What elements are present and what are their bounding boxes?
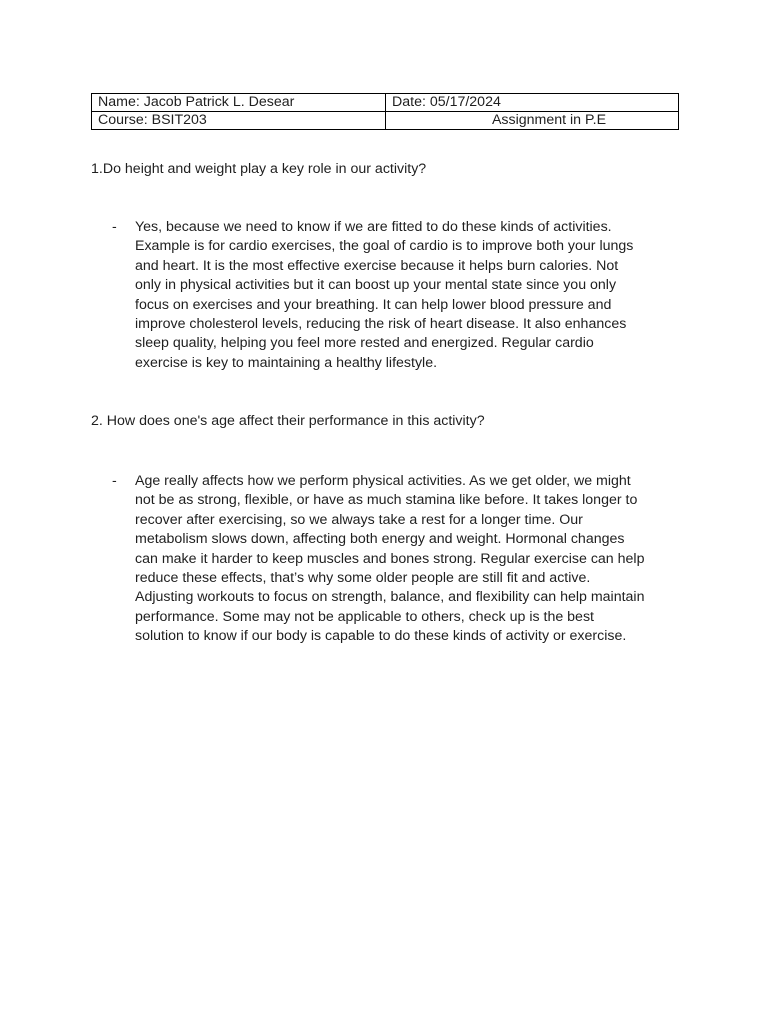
answer-1-line: Yes, because we need to know if we are fitted to do these kinds of activities. <box>135 219 612 235</box>
answer-2-line: can make it harder to keep muscles and bones strong. Regular exercise can help <box>135 550 645 567</box>
answer-1-line: Example is for cardio exercises, the goal of cardio is to improve both your lungs <box>135 238 634 255</box>
header-row-2 <box>92 112 679 130</box>
answer-1 <box>112 218 682 373</box>
answer-1-text <box>135 218 682 373</box>
answer-2-line: solution to know if our body is capable to do these kinds of activity or exercise. <box>135 628 627 645</box>
answer-2-bullet: - <box>112 473 117 489</box>
answer-2-line: not be as strong, flexible, or have as much stamina like before. It takes longer to <box>135 492 638 509</box>
question-2: 2. How does one's age affect their performance in this activity? <box>91 413 485 429</box>
answer-1-line: improve cholesterol levels, reducing the risk of heart disease. It also enhances <box>135 316 627 333</box>
answer-2-text <box>135 472 682 647</box>
student-name-cell: Name: Jacob Patrick L. Desear <box>92 94 386 112</box>
answer-1-line: exercise is key to maintaining a healthy lifestyle. <box>135 354 438 371</box>
header-table <box>91 93 679 130</box>
answer-1-line: sleep quality, helping you feel more rested and energized. Regular cardio <box>135 335 594 352</box>
answer-1-bullet: - <box>112 219 117 235</box>
answer-1-line: only in physical activities but it can boost up your mental state since you only <box>135 277 617 294</box>
answer-1-line: focus on exercises and your breathing. It can help lower blood pressure and <box>135 296 612 313</box>
answer-1-line: and heart. It is the most effective exercise because it helps burn calories. Not <box>135 257 619 274</box>
answer-2-line: Age really affects how we perform physical activities. As we get older, we might <box>135 473 631 489</box>
question-1: 1.Do height and weight play a key role in our activity? <box>91 161 427 177</box>
date-cell: Date: 05/17/2024 <box>386 94 679 112</box>
assignment-title-cell: Assignment in P.E <box>386 112 679 130</box>
answer-2-line: metabolism slows down, affecting both energy and weight. Hormonal changes <box>135 531 625 548</box>
answer-2-line: performance. Some may not be applicable to others, check up is the best <box>135 608 594 625</box>
answer-2 <box>112 472 682 647</box>
course-cell: Course: BSIT203 <box>92 112 386 130</box>
answer-2-line: recover after exercising, so we always take a rest for a longer time. Our <box>135 511 583 528</box>
answer-2-line: Adjusting workouts to focus on strength, balance, and flexibility can help maintain <box>135 589 645 606</box>
answer-2-line: reduce these effects, that’s why some older people are still fit and active. <box>135 570 591 587</box>
header-row-1 <box>92 94 679 112</box>
